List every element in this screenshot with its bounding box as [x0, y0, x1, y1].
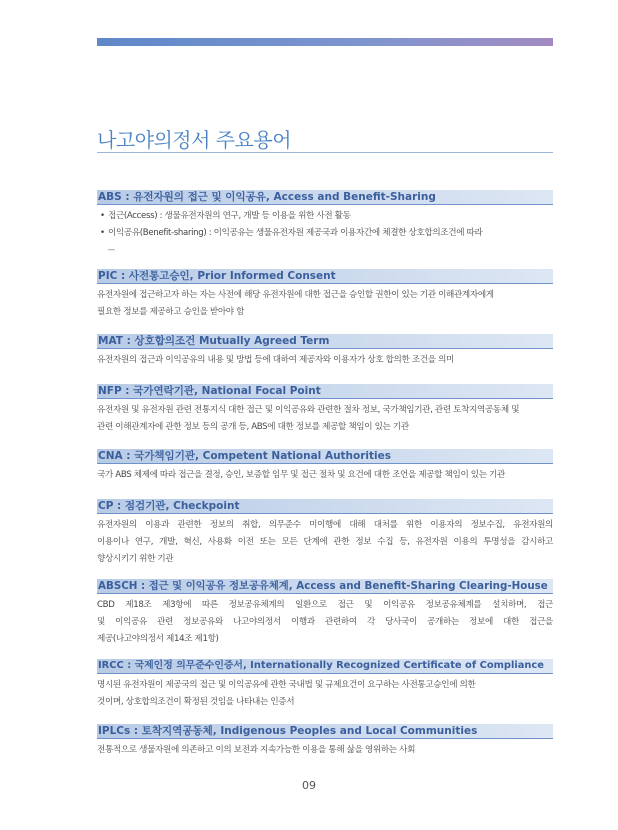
bullet-item — [97, 225, 553, 242]
bullet-icon: • — [100, 211, 105, 221]
term-cp — [97, 499, 553, 568]
body-line: 및 이익공유 관련 정보공유와 나고야의정서 이행과 관련하여 각 당사국이 공개하는 정보에 대한 접근을 — [97, 617, 553, 627]
term-body — [97, 597, 553, 648]
term-header: NFP : 국가연락기관, National Focal Point — [97, 384, 553, 399]
body-line: 관련 이해관계자에 관한 정보 등의 공개 등, ABS에 대한 정보를 제공할 책임이 있는 기관 — [97, 422, 409, 432]
term-body — [97, 287, 553, 321]
body-line: 필요한 정보를 제공하고 승인을 받아야 함 — [97, 307, 245, 317]
term-ircc — [97, 659, 553, 711]
body-line: 유전자원의 접근과 이익공유의 내용 및 방법 등에 대하여 제공자와 이용자가 상호 합의한 조건을 의미 — [97, 355, 454, 365]
term-header: CP : 점검기관, Checkpoint — [97, 499, 553, 514]
body-line: 유전자원의 이용과 관련한 정보의 취합, 의무준수 미이행에 대해 대처를 위한 이용자의 정보수집, 유전자원의 — [97, 520, 553, 530]
body-line: 전통적으로 생물자원에 의존하고 이의 보전과 지속가능한 이용을 통해 삶을 영위하는 사회 — [97, 745, 416, 755]
term-nfp — [97, 384, 553, 436]
bullet-text: 이익공유(Benefit-sharing) : 이익공유는 생물유전자원 제공국과 이용자간에 체결한 상호합의조건에 따라 — [108, 228, 483, 238]
top-accent-bar — [97, 38, 553, 46]
term-body — [97, 467, 553, 484]
body-line: CBD 제18조 제3항에 따른 정보공유체계의 일환으로 접근 및 이익공유 정보공유체계를 설치하며, 접근 — [97, 600, 553, 610]
body-line: 명시된 유전자원이 제공국의 접근 및 이익공유에 관한 국내법 및 규제요건이 요구하는 사전통고승인에 의한 — [97, 680, 476, 690]
body-line: 이용이나 연구, 개발, 혁신, 사용화 이전 또는 모든 단계에 관한 정보 수집 등, 유전자원 이용의 투명성을 감시하고 — [97, 537, 553, 547]
term-header: MAT : 상호합의조건 Mutually Agreed Term — [97, 334, 553, 349]
body-line: 제공(나고야의정서 제14조 제1항) — [97, 634, 219, 644]
body-line: 향상시키기 위한 기관 — [97, 554, 174, 564]
body-line: 국가 ABS 체제에 따라 접근을 결정, 승인, 보증할 임무 및 접근 절차 및 요건에 대한 조언을 제공할 책임이 있는 기관 — [97, 470, 505, 480]
term-header: IRCC : 국제인정 의무준수인증서, Internationally Recognized Certificate of Compliance — [97, 659, 553, 674]
page-number: 09 — [302, 779, 316, 792]
bullet-text: 접근(Access) : 생물유전자원의 연구, 개발 등 이용을 위한 사전 활동 — [108, 211, 351, 221]
term-header: IPLCs : 토착지역공동체, Indigenous Peoples and Local Communities — [97, 724, 553, 739]
term-body — [97, 402, 553, 436]
body-line: 유전자원 및 유전자원 관련 전통지식 대한 접근 및 이익공유와 관련한 절차 정보, 국가책임기관, 관련 토착지역공동체 및 — [97, 405, 520, 415]
term-header: PIC : 사전통고승인, Prior Informed Consent — [97, 269, 553, 284]
term-body — [97, 352, 553, 369]
term-cna — [97, 449, 553, 484]
term-mat — [97, 334, 553, 369]
term-absch — [97, 579, 553, 648]
term-iplcs — [97, 724, 553, 759]
title-divider — [97, 152, 553, 153]
bullet-item — [97, 208, 553, 225]
term-pic — [97, 269, 553, 321]
term-header: CNA : 국가책임기관, Competent National Authorities — [97, 449, 553, 464]
term-body — [97, 517, 553, 568]
body-line: 것이며, 상호합의조건이 확정된 것임을 나타내는 인증서 — [97, 697, 295, 707]
page-title: 나고야의정서 주요용어 — [97, 128, 292, 152]
term-abs — [97, 190, 553, 259]
body-line: 유전자원에 접근하고자 하는 자는 사전에 해당 유전자원에 대한 접근을 승인할 권한이 있는 기관 이해관계자에게 — [97, 290, 494, 300]
term-header: ABS : 유전자원의 접근 및 이익공유, Access and Benefit-Sharing — [97, 190, 553, 205]
term-body — [97, 208, 553, 259]
term-header: ABSCH : 접근 및 이익공유 정보공유체계, Access and Benefit-Sharing Clearing-House — [97, 579, 553, 594]
term-body — [97, 742, 553, 759]
bullet-icon: • — [100, 228, 105, 238]
bullet-continuation — [97, 242, 553, 259]
term-body — [97, 677, 553, 711]
